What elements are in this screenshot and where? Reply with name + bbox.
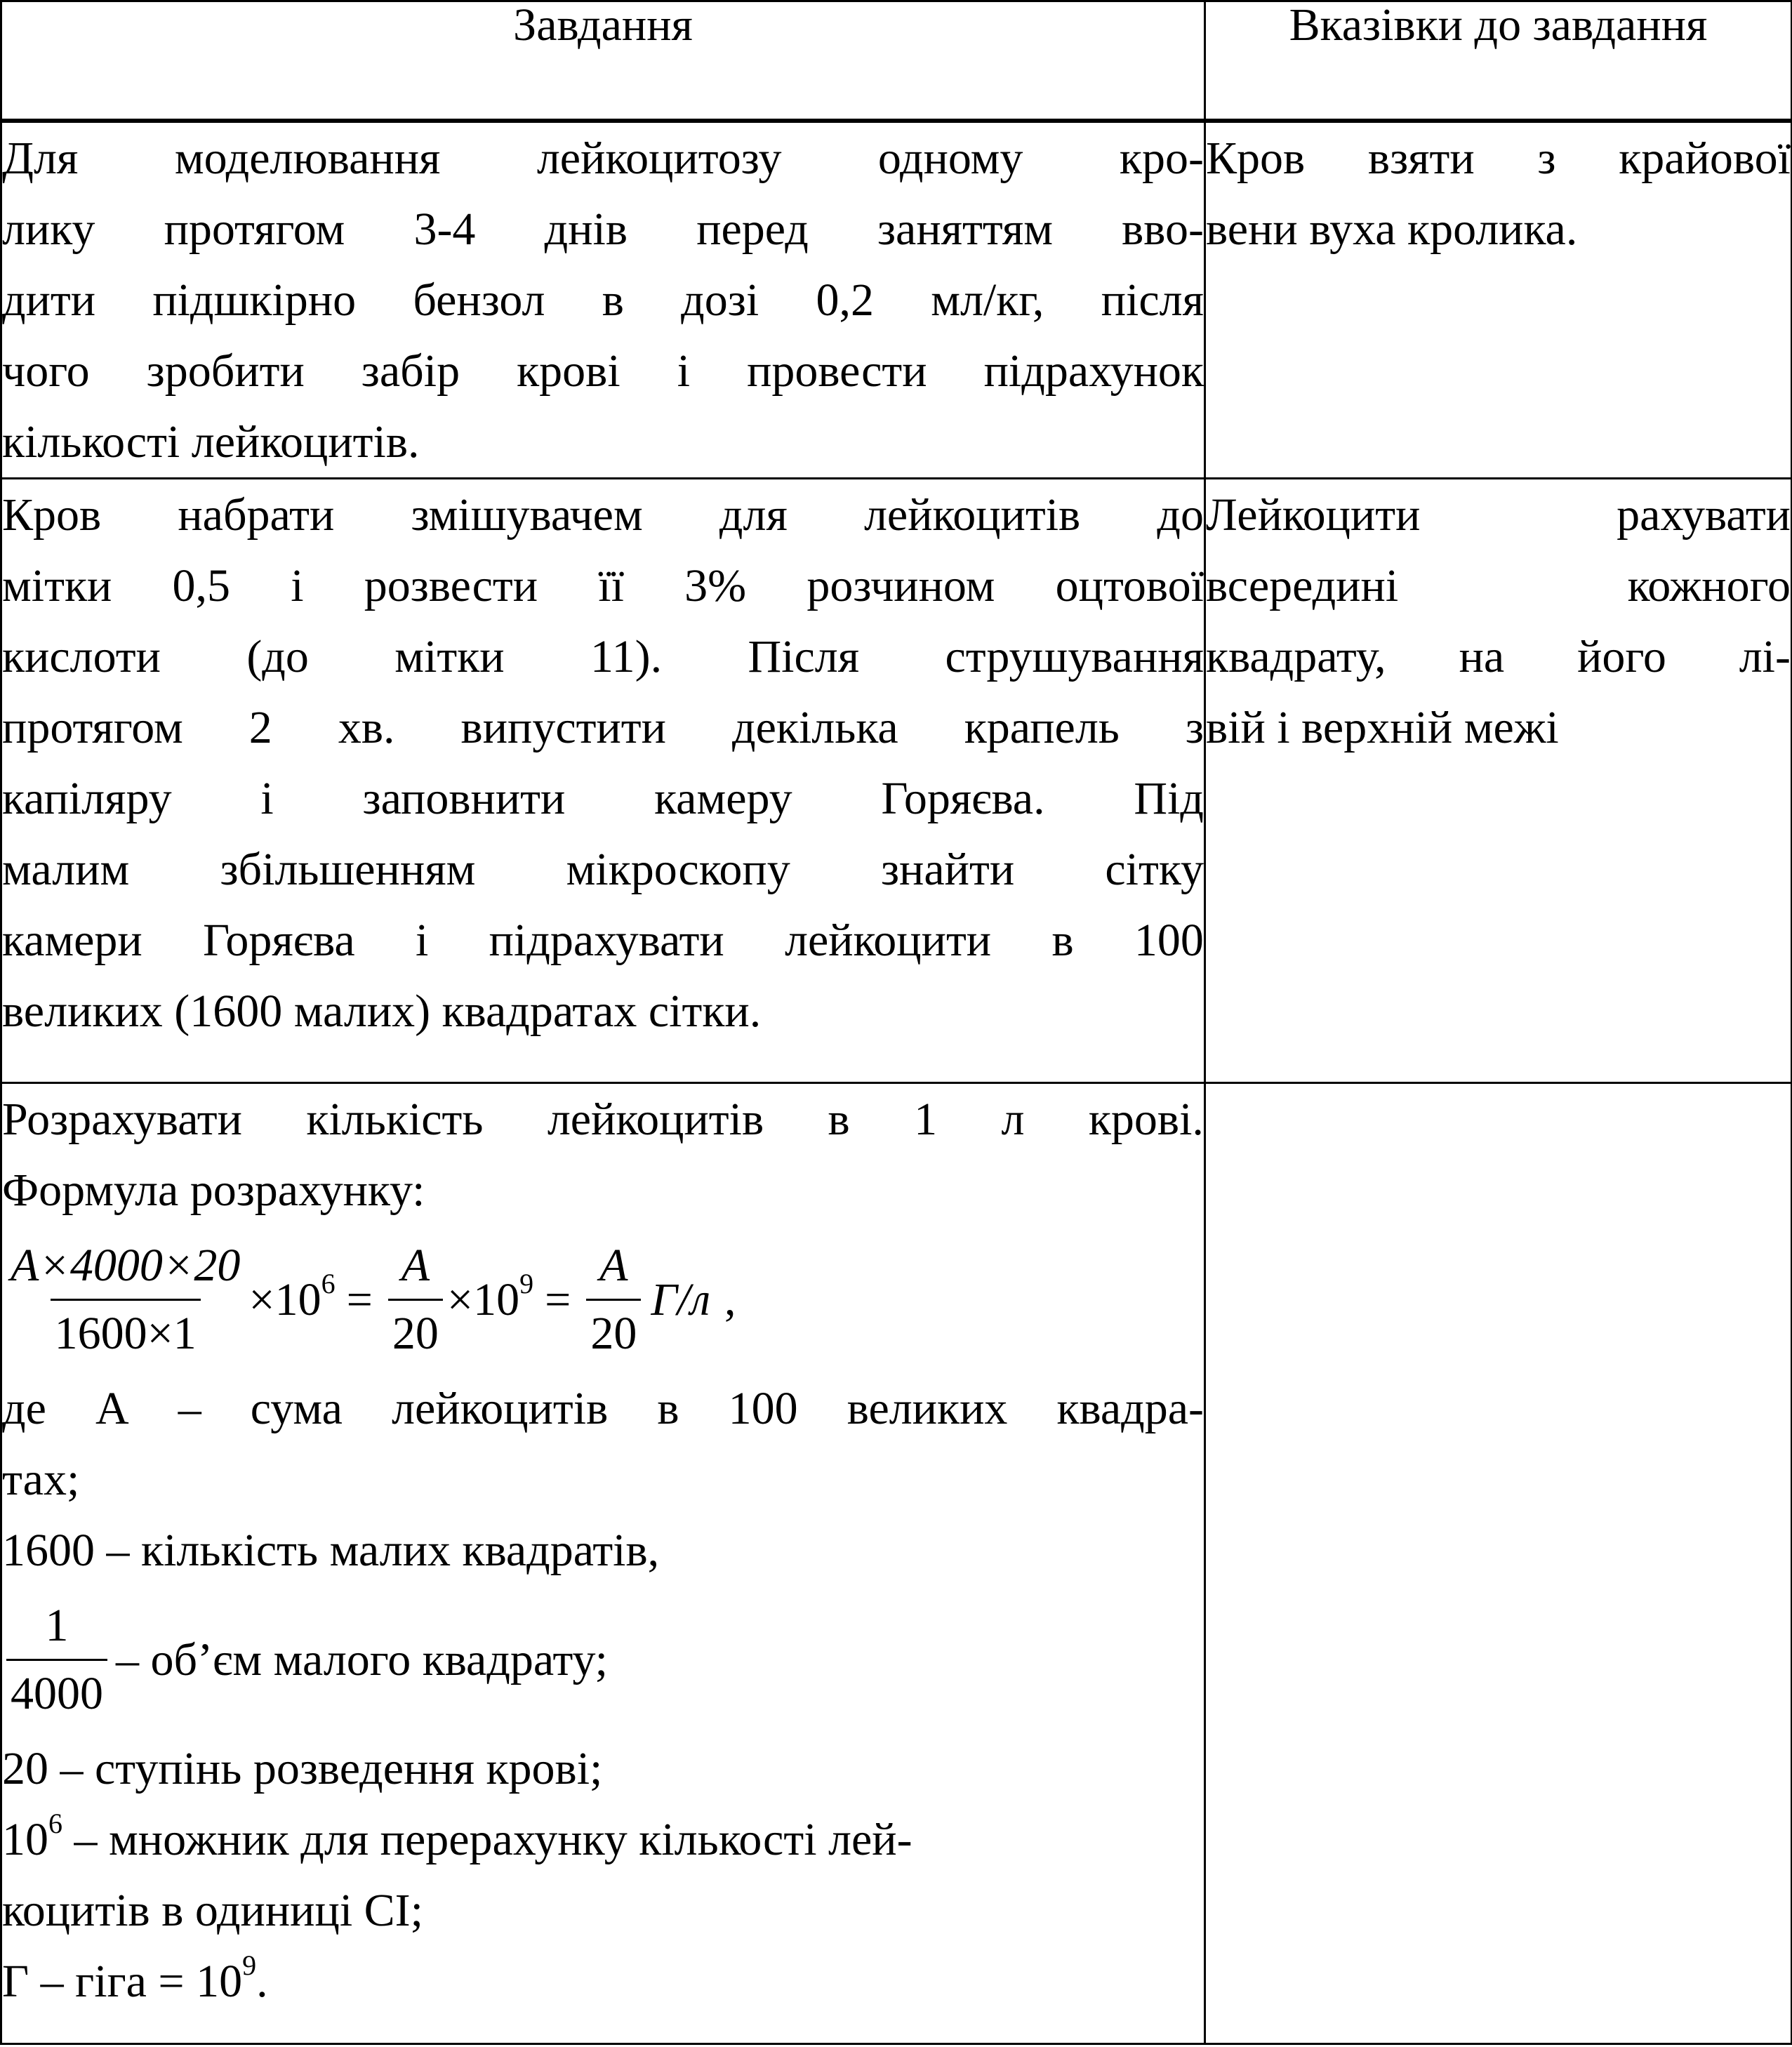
word: Лейкоцити <box>1206 489 1421 541</box>
word: крапель <box>964 702 1120 753</box>
hint-line <box>1206 621 1791 692</box>
word: кро- <box>1119 133 1204 184</box>
word: в <box>828 1094 850 1145</box>
word: лі- <box>1739 631 1791 682</box>
fraction-denominator: 20 <box>388 1299 443 1364</box>
fraction-numerator: A <box>599 1239 628 1291</box>
word: в <box>602 274 624 326</box>
word: мітки <box>394 631 505 682</box>
hint-line <box>1206 123 1791 194</box>
word: Горяєва <box>203 915 355 966</box>
task-cell <box>1 122 1205 479</box>
header-task: Завдання <box>1 1 1205 120</box>
task-line <box>2 265 1204 336</box>
word: Для <box>2 133 79 184</box>
word: хв. <box>338 702 395 753</box>
header-hints: Вказівки до завдання <box>1205 1 1792 120</box>
word: великих <box>847 1383 1008 1434</box>
volume-definition <box>2 1586 1204 1733</box>
word: в <box>657 1383 679 1434</box>
definition-line: 20 – ступінь розведення крові; <box>2 1743 603 1794</box>
word: провести <box>747 345 927 397</box>
task-line <box>2 123 1204 194</box>
word: 100 <box>1134 915 1204 966</box>
word: кислоти <box>2 631 161 682</box>
word: підрахувати <box>489 915 724 966</box>
word: сітку <box>1105 844 1204 895</box>
word: А <box>95 1383 129 1434</box>
word: дити <box>2 274 96 326</box>
word: до <box>1157 489 1204 541</box>
word: вво- <box>1122 204 1204 255</box>
word: 3% <box>684 560 747 611</box>
task-line <box>2 834 1204 905</box>
hint-cell <box>1205 479 1792 1083</box>
word: чого <box>2 345 90 397</box>
task-line <box>2 763 1204 834</box>
word: оцтової <box>1055 560 1204 611</box>
word: одному <box>877 133 1023 184</box>
word: мікроскопу <box>566 844 790 895</box>
word: і <box>416 915 429 966</box>
table-row <box>1 479 1792 1083</box>
word: в <box>1051 915 1074 966</box>
task-line <box>2 194 1204 265</box>
word: з <box>1537 133 1556 184</box>
word: зробити <box>146 345 305 397</box>
word: всередині <box>1206 560 1399 611</box>
word: бензол <box>413 274 545 326</box>
word: розчином <box>807 560 995 611</box>
word: камери <box>2 915 142 966</box>
word: його <box>1577 631 1666 682</box>
task-line <box>2 692 1204 763</box>
formula-fraction-a20 <box>388 1236 443 1364</box>
word: – <box>178 1383 201 1434</box>
word: Горяєва. <box>881 773 1045 824</box>
fraction-denominator: 20 <box>586 1299 641 1364</box>
word: підшкірно <box>152 274 357 326</box>
word: і <box>677 345 691 397</box>
word: змішувачем <box>411 489 643 541</box>
fraction-denominator: 4000 <box>6 1659 107 1724</box>
word: крові. <box>1088 1094 1204 1145</box>
word: капіляру <box>2 773 172 824</box>
formula-comma: , <box>724 1273 736 1325</box>
word: рахувати <box>1617 489 1791 541</box>
word: і <box>291 560 304 611</box>
word: (до <box>246 631 309 682</box>
word: на <box>1459 631 1505 682</box>
task-line <box>2 479 1204 550</box>
word: 100 <box>728 1383 798 1434</box>
fraction-numerator: A×4000×20 <box>11 1239 241 1291</box>
word: 0,5 <box>172 560 231 611</box>
word: підрахунок <box>983 345 1204 397</box>
hint-cell <box>1205 122 1792 479</box>
hint-line: вій і верхній межі <box>1206 702 1559 753</box>
definition-line: $10^6$ – множник для перерахунку кількості лей- <box>2 1808 912 1865</box>
formula-fraction-a20 <box>586 1236 641 1364</box>
word: знайти <box>880 844 1015 895</box>
formula-fraction-main <box>6 1236 244 1364</box>
task-cell <box>1 479 1205 1083</box>
word: сума <box>250 1383 343 1434</box>
word: моделювання <box>174 133 441 184</box>
definition-line: коцитів в одиниці СІ; <box>2 1885 423 1936</box>
word: лейкоцитів <box>392 1383 609 1434</box>
word: Розрахувати <box>2 1094 242 1145</box>
fraction-denominator: 1600×1 <box>51 1299 201 1364</box>
fraction-numerator: A <box>401 1239 430 1291</box>
word: лику <box>2 204 95 255</box>
word: 2 <box>248 702 272 753</box>
word: декілька <box>732 702 898 753</box>
word: мітки <box>2 560 112 611</box>
task-line <box>2 336 1204 406</box>
word: днів <box>544 204 628 255</box>
formula-multiplier: $\times 10^6$ <box>248 1267 336 1325</box>
word: протягом <box>164 204 345 255</box>
word: збільшенням <box>220 844 476 895</box>
word: де <box>2 1383 46 1434</box>
definition-line: 1600 – кількість малих квадратів, <box>2 1525 660 1576</box>
definition-line: тах; <box>2 1454 80 1505</box>
word: заняттям <box>877 204 1053 255</box>
word: Під <box>1134 773 1204 824</box>
word: Після <box>748 631 860 682</box>
word: 11). <box>590 631 663 682</box>
word: забір <box>361 345 460 397</box>
word: її <box>598 560 624 611</box>
definition-line: Г – гіга = $10^9$. <box>2 1949 268 2007</box>
word: після <box>1101 274 1204 326</box>
word: лейкоцитів <box>863 489 1081 541</box>
table-row <box>1 1083 1792 2044</box>
word: крайової <box>1619 133 1791 184</box>
hint-line: вени вуха кролика. <box>1206 204 1578 255</box>
word: дозі <box>681 274 759 326</box>
word: лейкоцитів <box>547 1094 764 1145</box>
table-header-row <box>1 1 1792 120</box>
word: малим <box>2 844 130 895</box>
word: 1 <box>914 1094 938 1145</box>
formula-equals: = <box>346 1273 373 1325</box>
word: л <box>1001 1094 1025 1145</box>
hint-cell-empty <box>1205 1083 1792 2044</box>
word: кожного <box>1627 560 1791 611</box>
volume-text: – об’єм малого квадрату; <box>116 1634 608 1685</box>
word: набрати <box>178 489 335 541</box>
hint-line <box>1206 550 1791 621</box>
word: квадра- <box>1056 1383 1204 1434</box>
word: мл/кг, <box>931 274 1044 326</box>
volume-fraction <box>6 1596 107 1724</box>
task-line <box>2 621 1204 692</box>
formula-multiplier: $\times 10^9$ <box>446 1267 534 1325</box>
formula-equals: = <box>545 1273 571 1325</box>
word: крові <box>517 345 620 397</box>
task-line <box>2 1084 1204 1155</box>
fraction-numerator: 1 <box>45 1599 69 1651</box>
word: лейкоцитозу <box>536 133 782 184</box>
word: взяти <box>1367 133 1475 184</box>
task-line <box>2 905 1204 976</box>
word: Кров <box>2 489 102 541</box>
hint-line <box>1206 479 1791 550</box>
word: квадрату, <box>1206 631 1386 682</box>
definition-line <box>2 1373 1204 1444</box>
word: 0,2 <box>816 274 874 326</box>
task-line <box>2 550 1204 621</box>
word: камеру <box>654 773 792 824</box>
word: з <box>1185 702 1204 753</box>
word: лейкоцити <box>785 915 992 966</box>
word: кількість <box>306 1094 484 1145</box>
table-row <box>1 122 1792 479</box>
word: протягом <box>2 702 183 753</box>
word: 3-4 <box>413 204 476 255</box>
task-line: кількості лейкоцитів. <box>2 416 420 468</box>
word: перед <box>696 204 809 255</box>
word: і <box>260 773 274 824</box>
leukocyte-formula <box>2 1226 1204 1373</box>
word: для <box>719 489 788 541</box>
word: розвести <box>364 560 538 611</box>
word: струшування <box>945 631 1204 682</box>
word: заповнити <box>362 773 566 824</box>
word: випустити <box>460 702 666 753</box>
word: Кров <box>1206 133 1306 184</box>
formula-unit: Г/л <box>651 1273 710 1325</box>
task-line: Формула розрахунку: <box>2 1165 425 1216</box>
task-line: великих (1600 малих) квадратах сітки. <box>2 986 762 1037</box>
task-cell <box>1 1083 1205 2044</box>
